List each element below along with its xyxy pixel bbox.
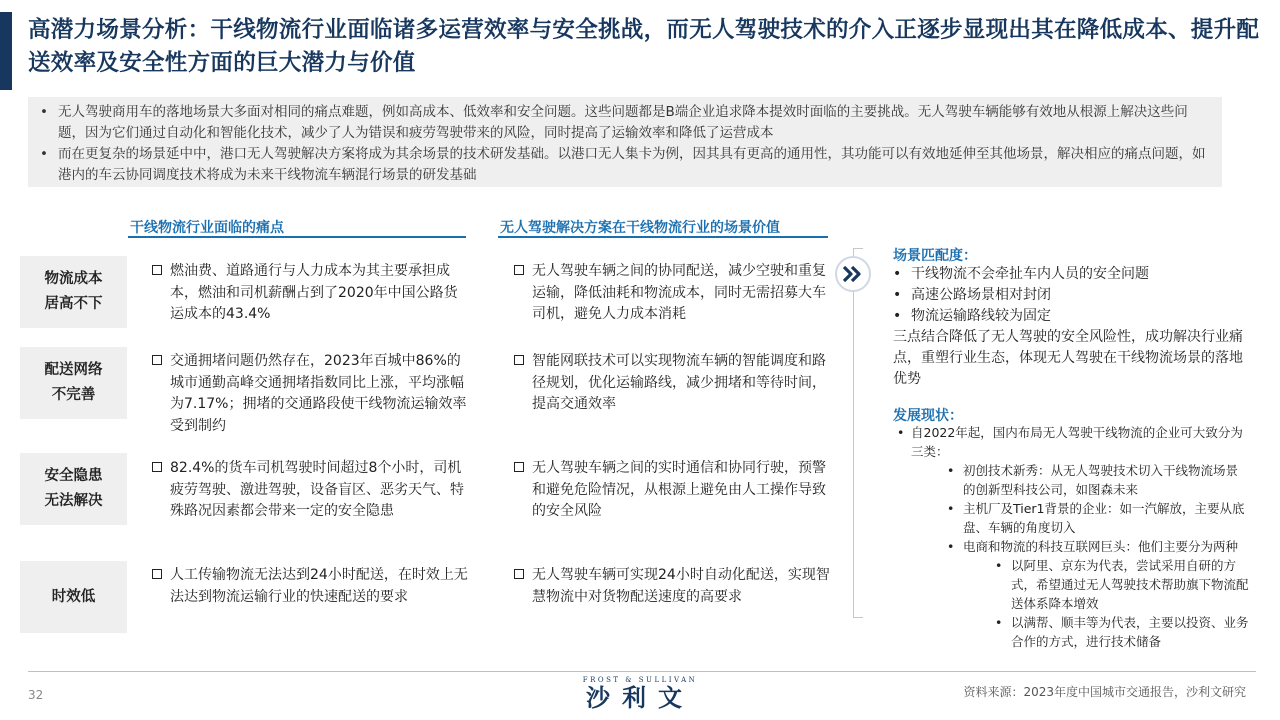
pain-header-underline [128, 236, 466, 238]
bracket-vertical-line [853, 248, 854, 618]
value-item-network [514, 351, 836, 416]
pain-text: 人工传输物流无法达到24小时配送，在时效上无法达到物流运输行业的快速配送的要求 [170, 567, 468, 605]
value-item-safety [514, 458, 836, 523]
value-item-cost [514, 261, 836, 326]
dev-type-item: • 电商和物流的科技互联网巨头：他们主要分为两种 [947, 537, 1249, 556]
dev-type-item: • 主机厂及Tier1背景的企业：如一汽解放，主要从底盘、车辆的角度切入 [947, 499, 1249, 537]
scenario-value-header: 无人驾驶解决方案在干线物流行业的场景价值 [500, 220, 780, 236]
value-text: 无人驾驶车辆可实现24小时自动化配送，实现智慧物流中对货物配送速度的高要求 [532, 567, 830, 605]
title-accent-bar [0, 12, 12, 90]
pain-points-header: 干线物流行业面临的痛点 [130, 220, 284, 236]
checkbox-icon [152, 355, 162, 365]
intro-panel [28, 97, 1222, 187]
frost-sullivan-logo [560, 676, 720, 712]
match-item: • 干线物流不会牵扯车内人员的安全问题 [893, 264, 1253, 285]
value-text: 无人驾驶车辆之间的实时通信和协同行驶，预警和避免危险情况，从根源上避免由人工操作导致的安全风险 [532, 460, 826, 519]
scenario-match-list [893, 264, 1253, 390]
match-item: • 物流运输路线较为固定 [893, 306, 1253, 327]
footer-divider [28, 671, 1256, 672]
value-header-underline [498, 236, 828, 238]
category-cost [20, 256, 127, 328]
checkbox-icon [514, 462, 524, 472]
match-summary: 三点结合降低了无人驾驶的安全风险性，成功解决行业痛点，重塑行业生态，体现无人驾驶在干线物流场景的落地优势 [893, 329, 1243, 387]
category-safety [20, 453, 127, 525]
category-network [20, 347, 127, 419]
value-text: 智能网联技术可以实现物流车辆的智能调度和路径规划，优化运输路线，减少拥堵和等待时间，提高交通效率 [532, 353, 826, 412]
bracket-top-tick [853, 248, 863, 249]
double-chevron-right-icon [835, 256, 871, 292]
page-number: 32 [28, 688, 44, 702]
pain-item-network [152, 351, 470, 437]
match-item: • 高速公路场景相对封闭 [893, 285, 1253, 306]
category-label: 时效低 [51, 588, 96, 605]
category-label: 物流成本 居高不下 [44, 271, 103, 312]
checkbox-icon [152, 462, 162, 472]
category-label: 配送网络 不完善 [44, 362, 103, 403]
checkbox-icon [514, 569, 524, 579]
value-item-timeliness [514, 565, 836, 608]
value-text: 无人驾驶车辆之间的协同配送，减少空驶和重复运输，降低油耗和物流成本，同时无需招募大车司机，避免人力成本消耗 [532, 263, 826, 322]
checkbox-icon [514, 265, 524, 275]
development-status-title: 发展现状： [893, 408, 963, 424]
page-title: 高潜力场景分析：干线物流行业面临诸多运营效率与安全挑战，而无人驾驶技术的介入正逐步显现出其在降低成本、提升配送效率及安全性方面的巨大潜力与价值 [28, 17, 1260, 76]
category-timeliness [20, 561, 127, 633]
dev-sub-item: • 以满帮、顺丰等为代表，主要以投资、业务合作的方式，进行技术储备 [995, 613, 1249, 651]
pain-text: 交通拥堵问题仍然存在，2023年百城中86%的城市通勤高峰交通拥堵指数同比上涨，平均涨幅为7.17%；拥堵的交通路段使干线物流运输效率受到制约 [170, 353, 467, 434]
bracket-bottom-tick [853, 617, 863, 618]
development-status-list [897, 423, 1249, 651]
checkbox-icon [514, 355, 524, 365]
checkbox-icon [152, 569, 162, 579]
category-label: 安全隐患 无法解决 [44, 468, 103, 509]
scenario-match-title: 场景匹配度： [893, 248, 977, 264]
checkbox-icon [152, 265, 162, 275]
dev-main-item: • 自2022年起，国内布局无人驾驶干线物流的企业可大致分为三类： [897, 423, 1249, 461]
pain-text: 82.4%的货车司机驾驶时间超过8个小时，司机疲劳驾驶、激进驾驶，设备盲区、恶劣天气、特殊路况因素都会带来一定的安全隐患 [170, 460, 464, 519]
pain-item-timeliness [152, 565, 470, 608]
source-note: 资料来源：2023年度中国城市交通报告，沙利文研究 [963, 685, 1246, 699]
logo-english: FROST & SULLIVAN [582, 676, 698, 684]
pain-item-safety [152, 458, 470, 523]
dev-sub-item: • 以阿里、京东为代表，尝试采用自研的方式，希望通过无人驾驶技术帮助旗下物流配送体系降本增效 [995, 556, 1249, 613]
intro-bullet: • 而在更复杂的场景延中中，港口无人驾驶解决方案将成为其余场景的技术研发基础。以港口无人集卡为例，因其具有更高的通用性，其功能可以有效地延伸至其他场景，解决相应的痛点问题，如港内的车云协同调度技术将成为未来干线物流车辆混行场景的研发基础 [58, 144, 1208, 186]
pain-item-cost [152, 261, 470, 326]
dev-type-item: • 初创技术新秀：从无人驾驶技术切入干线物流场景的创新型科技公司，如图森未来 [947, 461, 1249, 499]
pain-text: 燃油费、道路通行与人力成本为其主要承担成本，燃油和司机薪酬占到了2020年中国公路货运成本的43.4% [170, 263, 458, 322]
intro-bullet: • 无人驾驶商用车的落地场景大多面对相同的痛点难题，例如高成本、低效率和安全问题。这些问题都是B端企业追求降本提效时面临的主要挑战。无人驾驶车辆能够有效地从根源上解决这些问题，因为它们通过自动化和智能化技术，减少了人为错误和疲劳驾驶带来的风险，同时提高了运输效率和降低了运营成本 [58, 102, 1208, 144]
logo-chinese: 沙利文 [586, 683, 694, 712]
